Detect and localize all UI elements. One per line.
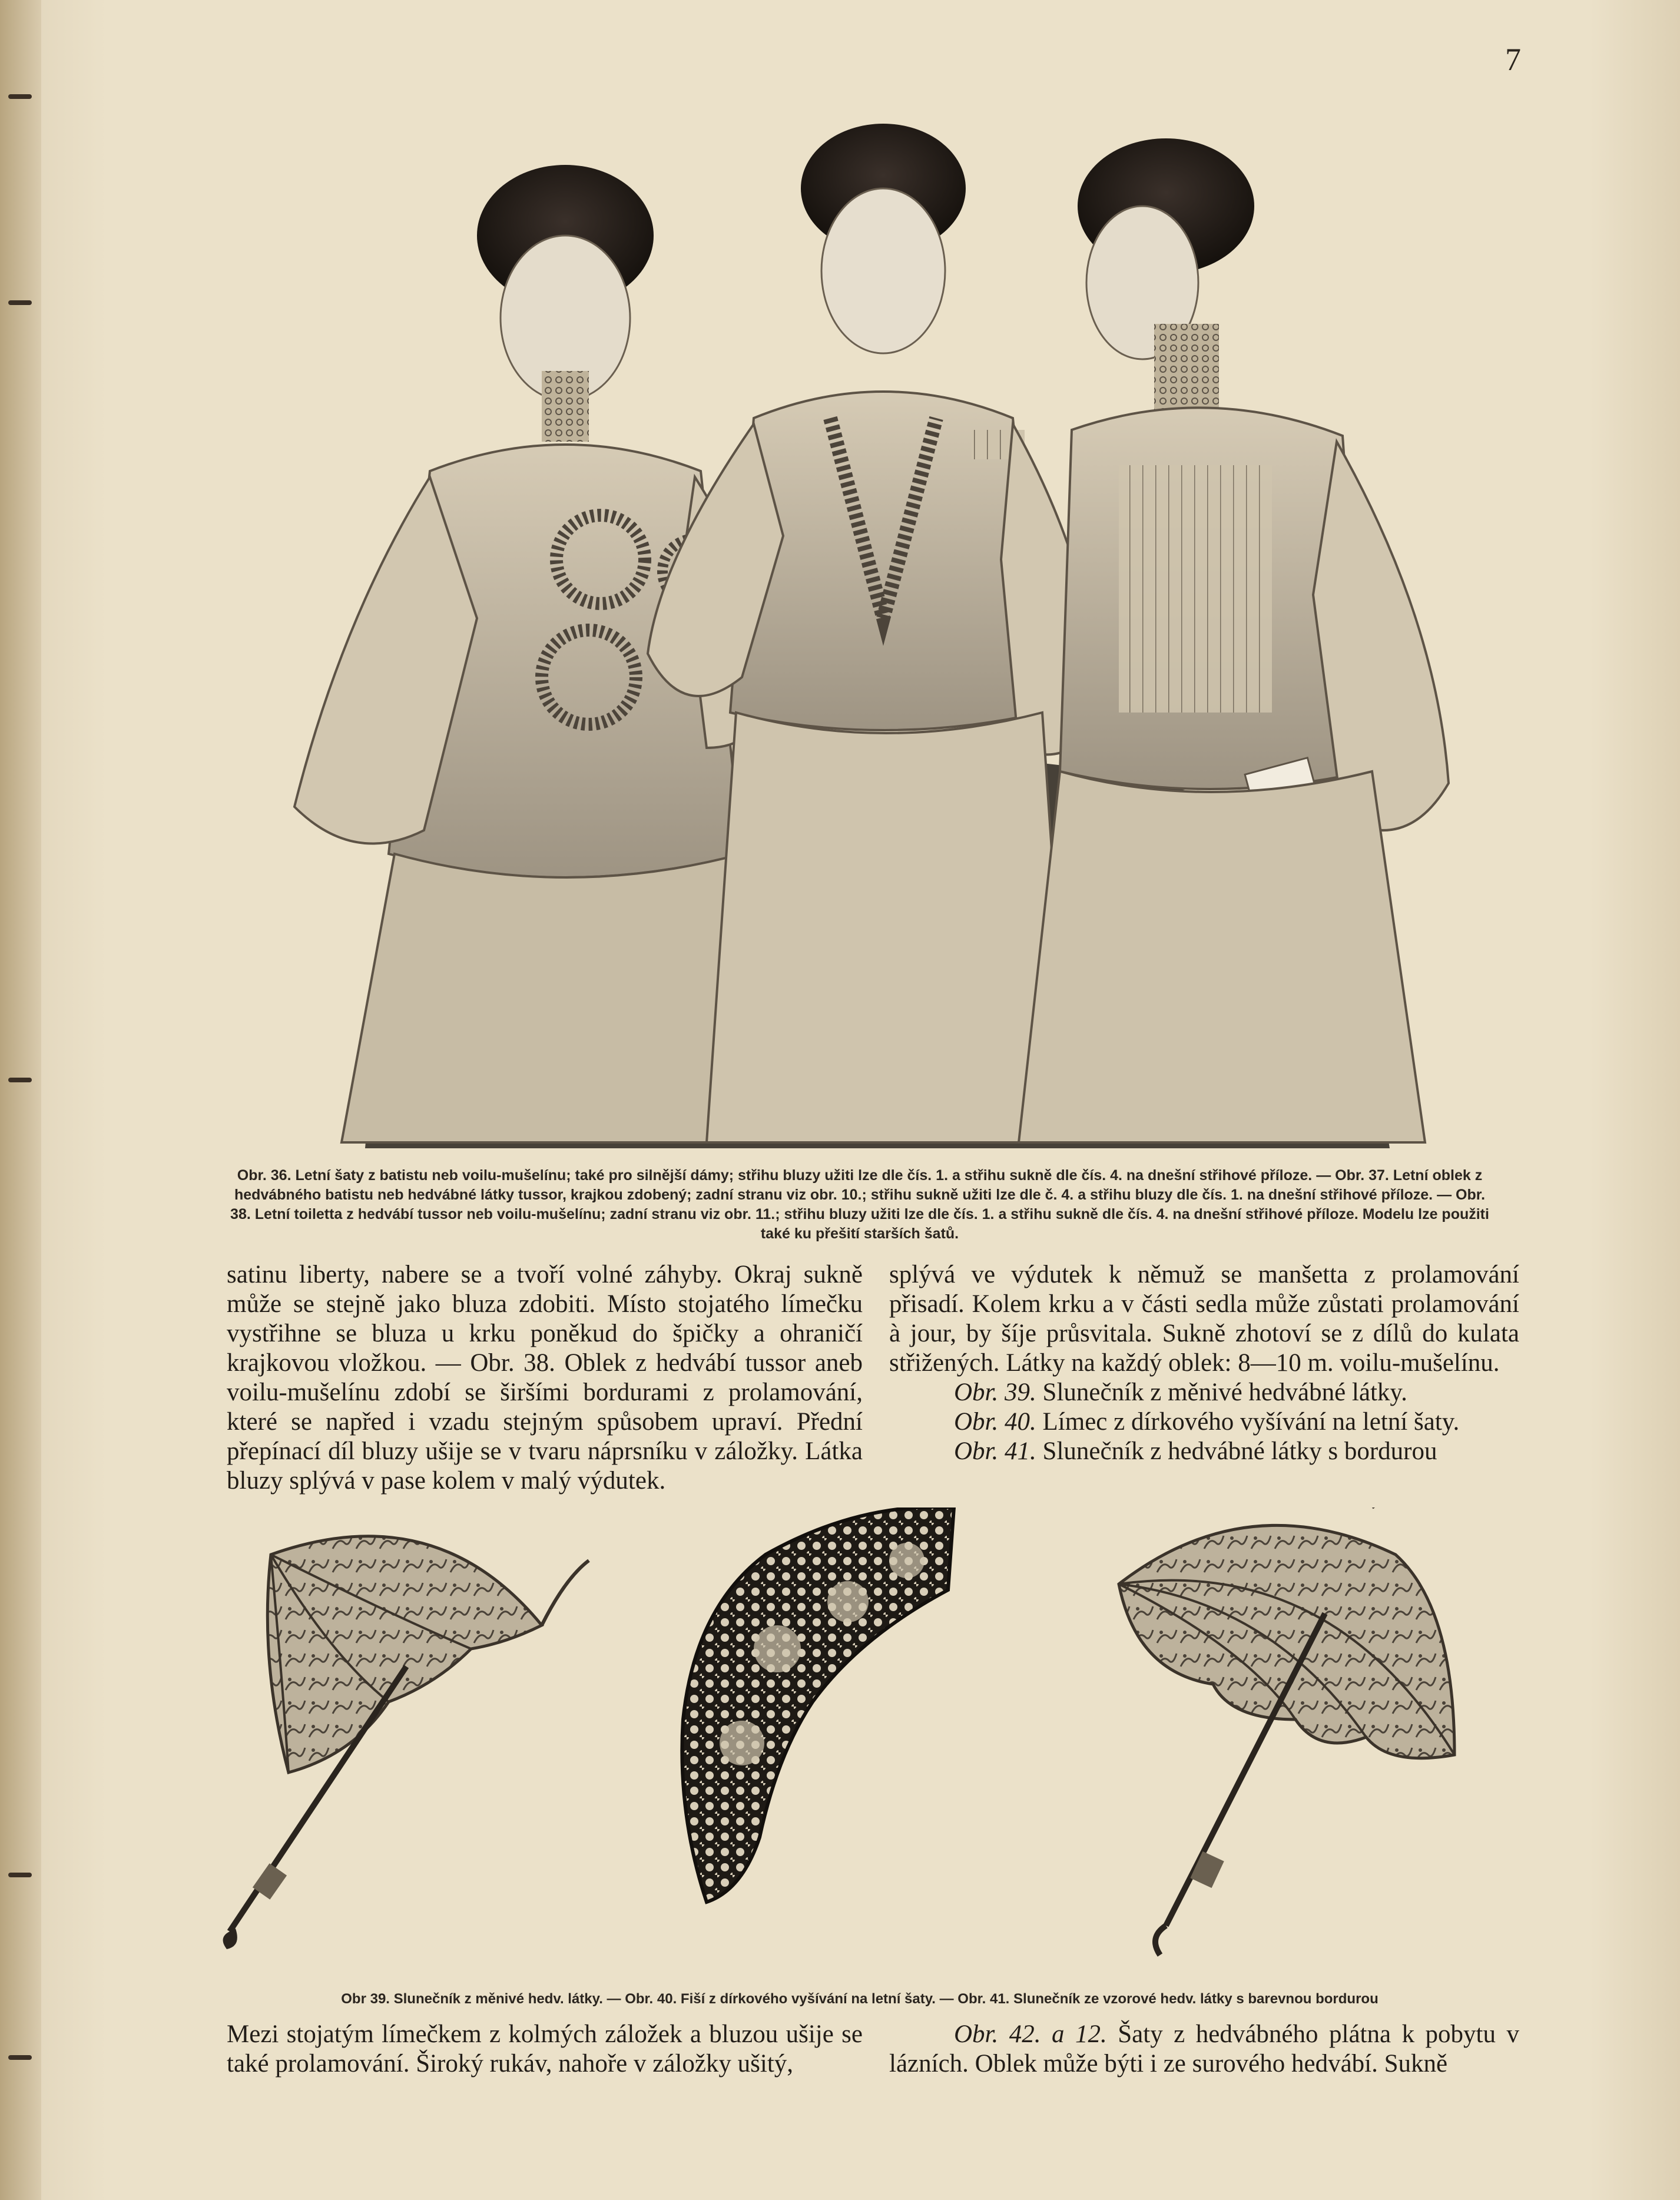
- paragraph: splývá ve výdutek k němuž se manšetta z prolamování přisadí. Kolem krku a v části sedla může zůstati prolamování à jour, by šíje průsvitala. Sukně zhotoví se z dílů do kulata střižených. Látky na každý oblek: 8—10 m. voilu-mušelínu.: [889, 1261, 1519, 1377]
- collar-40-illustration: [682, 1507, 954, 1902]
- text-column-left: [227, 1260, 863, 1496]
- figure-text: Šaty z hedvábného plátna k pobytu v lázních. Oblek může býti i ze surového hedvábí. Sukně: [889, 2020, 1519, 2078]
- parasol-39-illustration: [223, 1536, 589, 1949]
- figure-description-42: [889, 2020, 1519, 2079]
- paragraph: Mezi stojatým límečkem z kolmých záložek a bluzou ušije se také prolamování. Široký rukáv, nahoře v záložky ušitý,: [227, 2020, 863, 2078]
- binding-mark: [8, 1873, 32, 1877]
- parasol-41-illustration: [1119, 1507, 1454, 1955]
- figure-text: Límec z dírkového vyšívání na letní šaty.: [1042, 1408, 1460, 1436]
- binding-mark: [8, 94, 32, 99]
- binding-mark: [8, 1078, 32, 1082]
- figure-description-41: [889, 1437, 1519, 1466]
- figure-woman-right: [1019, 138, 1449, 1142]
- text-column-right: [889, 1260, 1519, 1466]
- figure-caption-bottom: Obr 39. Slunečník z měnivé hedv. látky. — Obr. 40. Fiší z dírkového vyšívání na letní šaty. — Obr. 41. Slunečník ze vzorové hedv. látky s barevnou bordurou: [341, 1991, 1379, 2007]
- figure-label: Obr. 40.: [954, 1408, 1036, 1436]
- accessories-illustrations: [212, 1507, 1525, 1979]
- figure-label: Obr. 41.: [954, 1437, 1036, 1465]
- fashion-illustration: [236, 88, 1496, 1160]
- figure-caption-top: Obr. 36. Letní šaty z batistu neb voilu-mušelínu; také pro silnější dámy; střihu bluzy užiti lze dle čís. 1. a střihu sukně dle čís. 4. na dnešní střihové příloze. — Obr. 37. Letní oblek z hedvábného batistu neb hedvábné látky tussor, krajkou zdobený; zadní stranu viz obr. 10.; střihu sukně užiti lze dle č. 4. a střihu bluzy dle čís. 1. na dnešní střihové příloze. — Obr. 38. Letní toiletta z hedvábí tussor neb voilu-mušelínu; zadní stranu viz obr. 11.; střihu bluzy užiti lze dle čís. 1. a střihu sukně dle čís. 4. na dnešní střihové příloze. Modelu lze použiti také ku přešití starších šatů.: [230, 1167, 1489, 1242]
- binding-edge: [0, 0, 41, 2200]
- figure-description-40: [889, 1407, 1519, 1437]
- paragraph: satinu liberty, nabere se a tvoří volné záhyby. Okraj sukně může se stejně jako bluza zdobiti. Místo stojatého límečku vystřihne se bluza u krku poněkud do špičky a ohraničí krajkovou vložkou. — Obr. 38. Oblek z hedvábí tussor aneb voilu-mušelínu zdobí se širšími bordurami z prolamování, které se napřed i vzadu stejným spůsobem upraví. Přední přepínací díl bluzy ušije se v tvaru náprsníku v záložky. Látka bluzy splývá v pase kolem v malý výdutek.: [227, 1261, 863, 1495]
- figure-text: Slunečník z měnivé hedvábné látky.: [1042, 1379, 1407, 1406]
- text-column-right-bottom: [889, 2020, 1519, 2079]
- binding-mark: [8, 300, 32, 305]
- figure-label: Obr. 39.: [954, 1379, 1036, 1406]
- figure-label: Obr. 42. a 12.: [954, 2020, 1107, 2048]
- figure-description-39: [889, 1378, 1519, 1407]
- binding-mark: [8, 2055, 32, 2060]
- page-number: 7: [1505, 42, 1521, 77]
- text-column-left-bottom: [227, 2020, 863, 2079]
- figure-text: Slunečník z hedvábné látky s bordurou: [1042, 1437, 1437, 1465]
